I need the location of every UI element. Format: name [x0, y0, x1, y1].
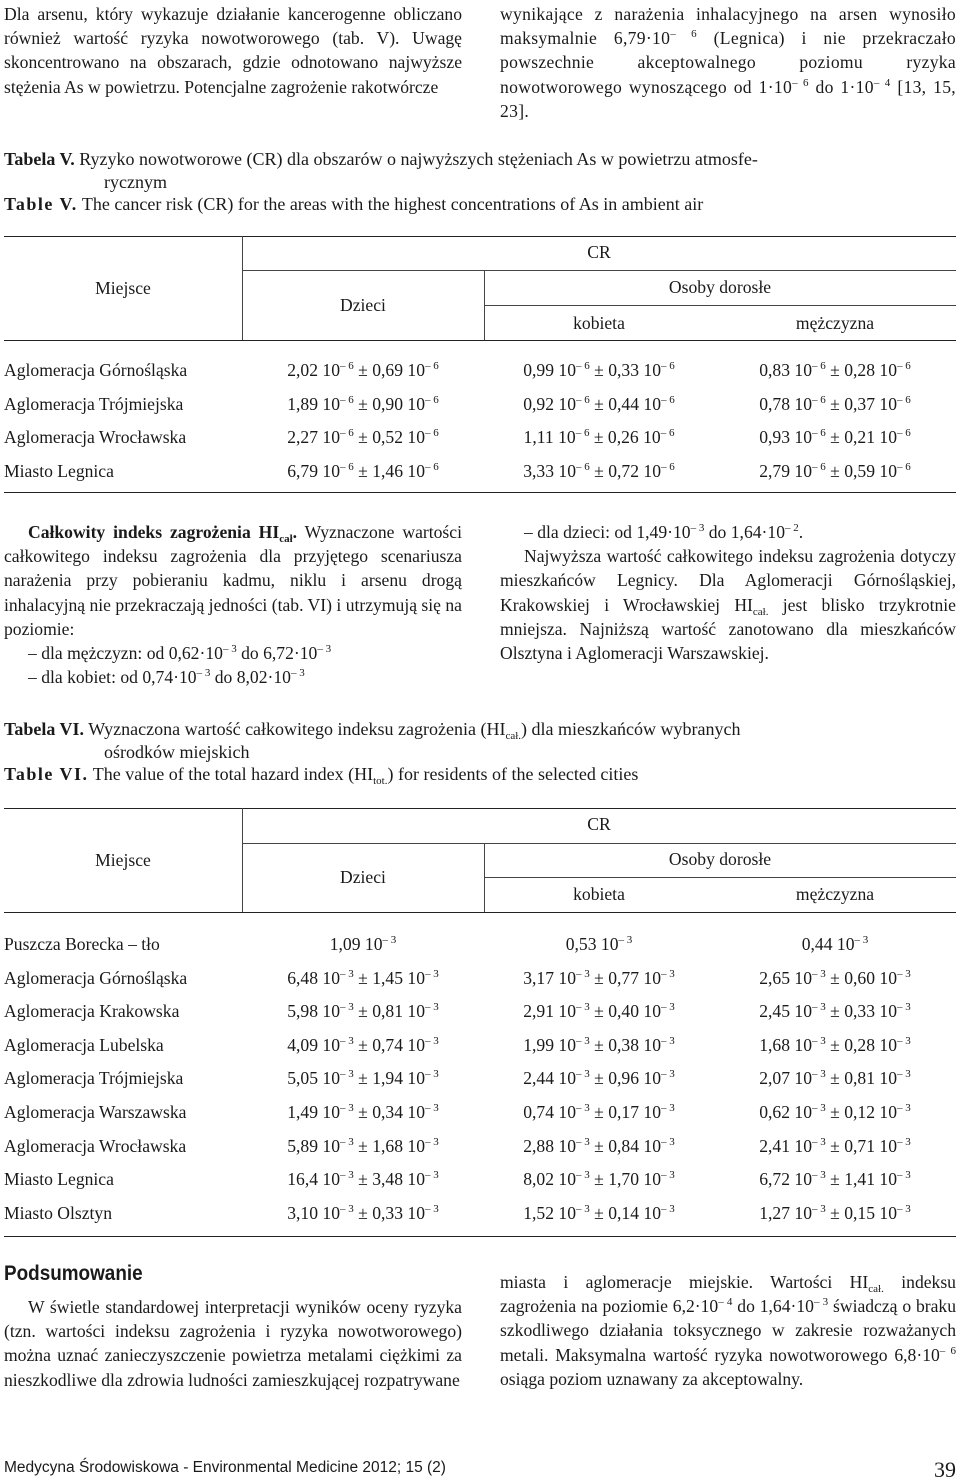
table-v-cell-children: 1,89 $10^{- 6} \pm 0,90$ $10^{- 6}$	[287, 393, 439, 414]
table-vi-cell-children: 16,4 $10^{- 3} \pm 3,48$ $10^{- 3}$	[287, 1169, 439, 1190]
table-v-row-place: Aglomeracja Górnośląska	[4, 360, 188, 380]
table-v-caption-pl: Ryzyko nowotworowe (CR) dla obszarów o najwyższych stężeniach As w powietrzu atmosfe-	[79, 149, 758, 169]
table-vi-row-place: Puszcza Borecka – tło	[4, 934, 160, 954]
table-vi-cell-women: 1,99 $10^{- 3} \pm 0,38$ $10^{- 3}$	[523, 1034, 675, 1055]
table-v-caption-en: The cancer risk (CR) for the areas with the highest concentrations of As in ambient air	[81, 194, 704, 214]
table-vi-caption-pl-cont: ośrodków miejskich	[104, 741, 250, 762]
table-vi-cell-women: 2,44 $10^{- 3} \pm 0,96$ $10^{- 3}$	[523, 1068, 675, 1089]
table-vi-cell-men: 1,27 $10^{- 3} \pm 0,15$ $10^{- 3}$	[759, 1202, 911, 1223]
table-vi-cell-children: 1,49 $10^{- 3} \pm 0,34$ $10^{- 3}$	[287, 1102, 439, 1122]
table-v-row-place: Aglomeracja Trójmiejska	[4, 393, 184, 414]
table-vi-header-place: Miejsce	[95, 850, 151, 870]
summary-right-text: miasta i aglomeracje miejskie. Wartości $HI_{cał.}$ indeksu zagrożenia na poziomie $6,2\cdot 10^{- 4}$ do $1,64\cdot 10^{- 3}$ świadczą o braku szkodliwego działania toksycznego w zakresie rozważanych metali. Maksymalna wartość ryzyka nowotworowego $6,8\cdot 10^{- 6}$ osiąga poziom uznawany za akceptowalny.	[500, 1272, 957, 1389]
table-v-cell-men: 0,78 $10^{- 6} \pm 0,37$ $10^{- 6}$	[759, 393, 911, 414]
table-vi-bottom-rule	[4, 1236, 956, 1237]
hazard-index-left-paragraph	[4, 520, 462, 689]
table-vi-cell-men: 0,44 $10^{- 3}$	[801, 934, 869, 954]
table-vi-cell-women: 2,91 $10^{- 3} \pm 0,40$ $10^{- 3}$	[523, 1001, 675, 1022]
table-vi-row-place: Aglomeracja Trójmiejska	[4, 1068, 184, 1089]
table-vi-cell-children: 1,09 $10^{- 3}$	[329, 934, 397, 954]
table-vi-caption	[4, 718, 956, 786]
hazard-index-right-paragraph	[500, 520, 956, 665]
section-heading-summary: Podsumowanie	[4, 1262, 143, 1285]
table-vi-header-women: kobieta	[573, 884, 625, 904]
table-vi-row-place: Miasto Legnica	[4, 1169, 114, 1190]
table-v-cell-men: 2,79 $10^{- 6} \pm 0,59$ $10^{- 6}$	[759, 460, 911, 481]
table-v-cell-women: 0,92 $10^{- 6} \pm 0,44$ $10^{- 6}$	[523, 393, 675, 414]
table-v-cell-men: 0,93 $10^{- 6} \pm 0,21$ $10^{- 6}$	[759, 427, 911, 448]
table-vi-caption-en: The value of the total hazard index $(HI_{tot.})$ for residents of the selected cities	[92, 764, 639, 787]
journal-footer: Medycyna Środowiskowa - Environmental Medicine 2012; 15 (2)	[4, 1459, 446, 1476]
list-item-men: – dla mężczyzn: od $0,62\cdot 10^{- 3}$ do $6,72\cdot 10^{- 3}$	[28, 643, 332, 664]
table-v-cell-children: 2,02 $10^{- 6} \pm 0,69$ $10^{- 6}$	[287, 360, 439, 380]
table-v-cell-children: 2,27 $10^{- 6} \pm 0,52$ $10^{- 6}$	[287, 427, 439, 448]
list-item-children: – dla dzieci: od $1,49\cdot 10^{- 3}$ do $1,64\cdot 10^{- 2}$.	[524, 522, 804, 542]
hazard-index-right-text: Najwyższa wartość całkowitego indeksu zagrożenia dotyczy mieszkańców Legnicy. Dla Aglomeracji Górnośląskiej, Krakowskiej i Wrocławskiej $HI_{cał.}$ jest blisko trzykrotnie mniejsza. Najniższą wartość zanotowano dla mieszkańców Olsztyna i Aglomeracji Warszawskiej.	[500, 546, 956, 664]
table-v-cell-women: 3,33 $10^{- 6} \pm 0,72$ $10^{- 6}$	[523, 460, 675, 481]
table-v-header-adults: Osoby dorosłe	[668, 277, 772, 297]
table-v-top-rule	[4, 236, 956, 237]
table-v-label-en: Table V.	[4, 194, 78, 214]
table-vi-cell-women: 8,02 $10^{- 3} \pm 1,70$ $10^{- 3}$	[523, 1169, 675, 1190]
table-v-cell-men: 0,83 $10^{- 6} \pm 0,28$ $10^{- 6}$	[759, 360, 911, 380]
table-vi-row-place: Aglomeracja Warszawska	[4, 1102, 187, 1122]
table-vi-cell-men: 2,65 $10^{- 3} \pm 0,60$ $10^{- 3}$	[759, 967, 911, 988]
intro-right-paragraph	[500, 2, 956, 123]
table-vi-cell-children: 5,05 $10^{- 3} \pm 1,94$ $10^{- 3}$	[287, 1068, 439, 1089]
table-vi-cr-rule	[242, 843, 956, 844]
table-vi-cell-children: 4,09 $10^{- 3} \pm 0,74$ $10^{- 3}$	[287, 1034, 439, 1055]
table-v-header-cr: CR	[587, 242, 611, 262]
summary-left-paragraph	[4, 1295, 462, 1392]
table-v-cell-women: 0,99 $10^{- 6} \pm 0,33$ $10^{- 6}$	[523, 360, 675, 380]
table-v-adult-rule	[484, 305, 956, 306]
table-vi-row-place: Aglomeracja Wrocławska	[4, 1135, 187, 1156]
table-vi-header-children: Dzieci	[340, 867, 386, 887]
table-v-header-men: mężczyzna	[795, 313, 875, 333]
summary-left-text: W świetle standardowej interpretacji wyników oceny ryzyka (tzn. wartości indeksu zagrożenia i ryzyka nowotworowego) można uznać zanieczyszczenie powietrza metalami ciężkimi za nieszkodliwe dla zdrowia ludności zamieszkującej rozpatrywane	[4, 1297, 462, 1390]
table-v-cell-children: 6,79 $10^{- 6} \pm 1,46$ $10^{- 6}$	[287, 460, 439, 481]
table-vi-cell-women: 3,17 $10^{- 3} \pm 0,77$ $10^{- 3}$	[523, 967, 675, 988]
table-vi-cell-men: 2,07 $10^{- 3} \pm 0,81$ $10^{- 3}$	[759, 1068, 911, 1089]
table-vi-cell-women: 2,88 $10^{- 3} \pm 0,84$ $10^{- 3}$	[523, 1135, 675, 1156]
table-v-header-rule	[4, 340, 956, 341]
table-vi-cell-children: 5,89 $10^{- 3} \pm 1,68$ $10^{- 3}$	[287, 1135, 439, 1156]
table-vi-cell-women: 0,74 $10^{- 3} \pm 0,17$ $10^{- 3}$	[523, 1102, 675, 1122]
table-vi-label-pl: Tabela VI.	[4, 719, 85, 739]
table-vi-row-place: Aglomeracja Lubelska	[4, 1034, 164, 1055]
table-v-row-place: Miasto Legnica	[4, 460, 114, 481]
table-vi-label-en: Table VI.	[4, 764, 89, 784]
table-vi-cell-men: 1,68 $10^{- 3} \pm 0,28$ $10^{- 3}$	[759, 1034, 911, 1055]
table-v-cell-women: 1,11 $10^{- 6} \pm 0,26$ $10^{- 6}$	[523, 427, 675, 448]
table-vi-adult-rule	[484, 877, 956, 878]
table-vi-cell-children: 5,98 $10^{- 3} \pm 0,81$ $10^{- 3}$	[287, 1001, 439, 1022]
table-vi-top-rule	[4, 808, 956, 809]
table-vi-cell-men: 6,72 $10^{- 3} \pm 1,41$ $10^{- 3}$	[759, 1169, 911, 1190]
table-v-bottom-rule	[4, 492, 956, 493]
table-vi-cell-men: 2,45 $10^{- 3} \pm 0,33$ $10^{- 3}$	[759, 1001, 911, 1022]
table-vi-row-place: Aglomeracja Krakowska	[4, 1001, 180, 1022]
table-v-header-women: kobieta	[573, 313, 625, 333]
hazard-index-text: Wyznaczone wartości całkowitego indeksu zagrożenia dla przyjętego scenariusza narażenia przy pobieraniu kadmu, niklu i arsenu drogą inhalacyjną nie przekraczają jedności (tab. VI) i utrzymują się na poziomie:	[4, 522, 462, 639]
table-v-caption-pl-cont: rycznym	[104, 171, 167, 192]
table-vi-cell-children: 3,10 $10^{- 3} \pm 0,33$ $10^{- 3}$	[287, 1202, 439, 1223]
table-vi-cell-women: 0,53 $10^{- 3}$	[565, 934, 633, 954]
table-v-row-place: Aglomeracja Wrocławska	[4, 427, 187, 448]
list-item-women: – dla kobiet: od $0,74\cdot 10^{- 3}$ do $8,02\cdot 10^{- 3}$	[28, 667, 305, 688]
table-vi-header-adults: Osoby dorosłe	[668, 849, 772, 869]
intro-right-text: wynikające z narażenia inhalacyjnego na arsen wynosiło maksymalnie $6,79\cdot 10^{- 6}$ (Legnica) i nie przekraczało powszechnie akceptowalnego poziomu ryzyka nowotworowego wynoszącego od $1\cdot 10^{- 6}$ do $1\cdot 10^{- 4}$ [13, 15, 23].	[500, 4, 956, 121]
table-vi-row-place: Miasto Olsztyn	[4, 1202, 113, 1223]
table-vi-cell-women: 1,52 $10^{- 3} \pm 0,14$ $10^{- 3}$	[523, 1202, 675, 1223]
table-vi-cell-children: 6,48 $10^{- 3} \pm 1,45$ $10^{- 3}$	[287, 967, 439, 988]
table-v-label-pl: Tabela V.	[4, 149, 75, 169]
table-vi-caption-pl: Wyznaczona wartość całkowitego indeksu zagrożenia $(HI_{cał.})$ dla mieszkańców wybranych	[88, 719, 741, 742]
table-v-header-children: Dzieci	[340, 295, 386, 315]
summary-right-paragraph	[500, 1270, 956, 1391]
table-vi-header-rule	[4, 912, 956, 913]
table-v-caption	[4, 148, 956, 216]
page-number: 39	[934, 1457, 956, 1482]
table-vi-header-cr: CR	[587, 814, 611, 834]
intro-left-paragraph	[4, 2, 462, 99]
intro-left-text: Dla arsenu, który wykazuje działanie kancerogenne obliczano również wartość ryzyka nowotworowego (tab. V). Uwagę skoncentrowano na obszarach, gdzie odnotowano najwyższe stężenia As w powietrzu. Potencjalne zagrożenie rakotwórcze	[4, 4, 462, 97]
table-vi-cell-men: 2,41 $10^{- 3} \pm 0,71$ $10^{- 3}$	[759, 1135, 911, 1156]
hazard-index-heading: Całkowity indeks zagrożenia $HI_{cał}$.	[28, 522, 298, 545]
table-vi-header-men: mężczyzna	[795, 884, 875, 904]
table-vi-row-place: Aglomeracja Górnośląska	[4, 967, 188, 988]
table-v-cr-rule	[242, 270, 956, 271]
table-v-header-place: Miejsce	[95, 278, 151, 298]
table-vi-cell-men: 0,62 $10^{- 3} \pm 0,12$ $10^{- 3}$	[759, 1102, 911, 1122]
